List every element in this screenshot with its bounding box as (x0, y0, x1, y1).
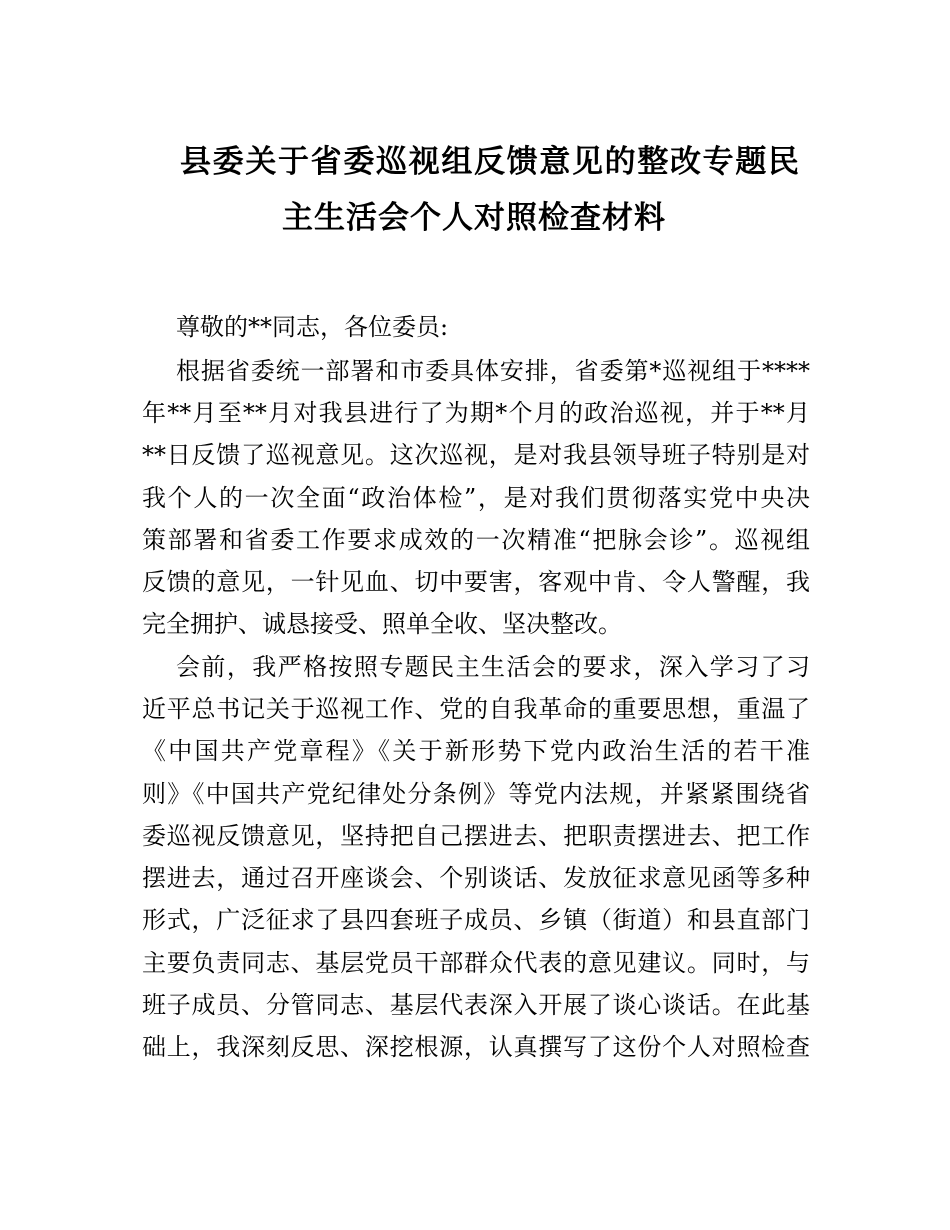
paragraph-1-line: 年**月至**月对我县进行了为期*个月的政治巡视，并于**月 (142, 399, 810, 427)
paragraph-1-line: 反馈的意见，一针见血、切中要害，客观中肯、令人警醒，我 (142, 568, 810, 596)
salutation: 尊敬的**同志，各位委员: (176, 313, 449, 341)
paragraph-1-line: 策部署和省委工作要求成效的一次精准“把脉会诊”。巡视组 (142, 526, 810, 554)
paragraph-2-line: 班子成员、分管同志、基层代表深入开展了谈心谈话。在此基 (142, 991, 810, 1019)
paragraph-2-line: 《中国共产党章程》《关于新形势下党内政治生活的若干准 (142, 737, 810, 765)
paragraph-2-line: 委巡视反馈意见，坚持把自己摆进去、把职责摆进去、把工作 (142, 822, 810, 850)
paragraph-1-line: 完全拥护、诚恳接受、照单全收、坚决整改。 (142, 610, 622, 638)
paragraph-2-line: 摆进去，通过召开座谈会、个别谈话、发放征求意见函等多种 (142, 864, 810, 892)
paragraph-2-line: 形式，广泛征求了县四套班子成员、乡镇（街道）和县直部门 (142, 906, 810, 934)
document-title-line-1: 县委关于省委巡视组反馈意见的整改专题民 (180, 144, 800, 180)
paragraph-2-line: 础上，我深刻反思、深挖根源，认真撰写了这份个人对照检查 (142, 1033, 810, 1061)
paragraph-1-line: **日反馈了巡视意见。这次巡视，是对我县领导班子特别是对 (142, 441, 810, 469)
paragraph-2-line: 则》《中国共产党纪律处分条例》等党内法规，并紧紧围绕省 (142, 780, 810, 808)
document-title-line-2: 主生活会个人对照检查材料 (282, 200, 666, 236)
paragraph-2-line: 主要负责同志、基层党员干部群众代表的意见建议。同时，与 (142, 949, 810, 977)
paragraph-2-line: 会前，我严格按照专题民主生活会的要求，深入学习了习 (176, 653, 810, 681)
paragraph-1-line: 根据省委统一部署和市委具体安排，省委第*巡视组于**** (176, 357, 810, 385)
paragraph-2-line: 近平总书记关于巡视工作、党的自我革命的重要思想，重温了 (142, 695, 810, 723)
paragraph-1-line: 我个人的一次全面“政治体检”，是对我们贯彻落实党中央决 (142, 484, 810, 512)
